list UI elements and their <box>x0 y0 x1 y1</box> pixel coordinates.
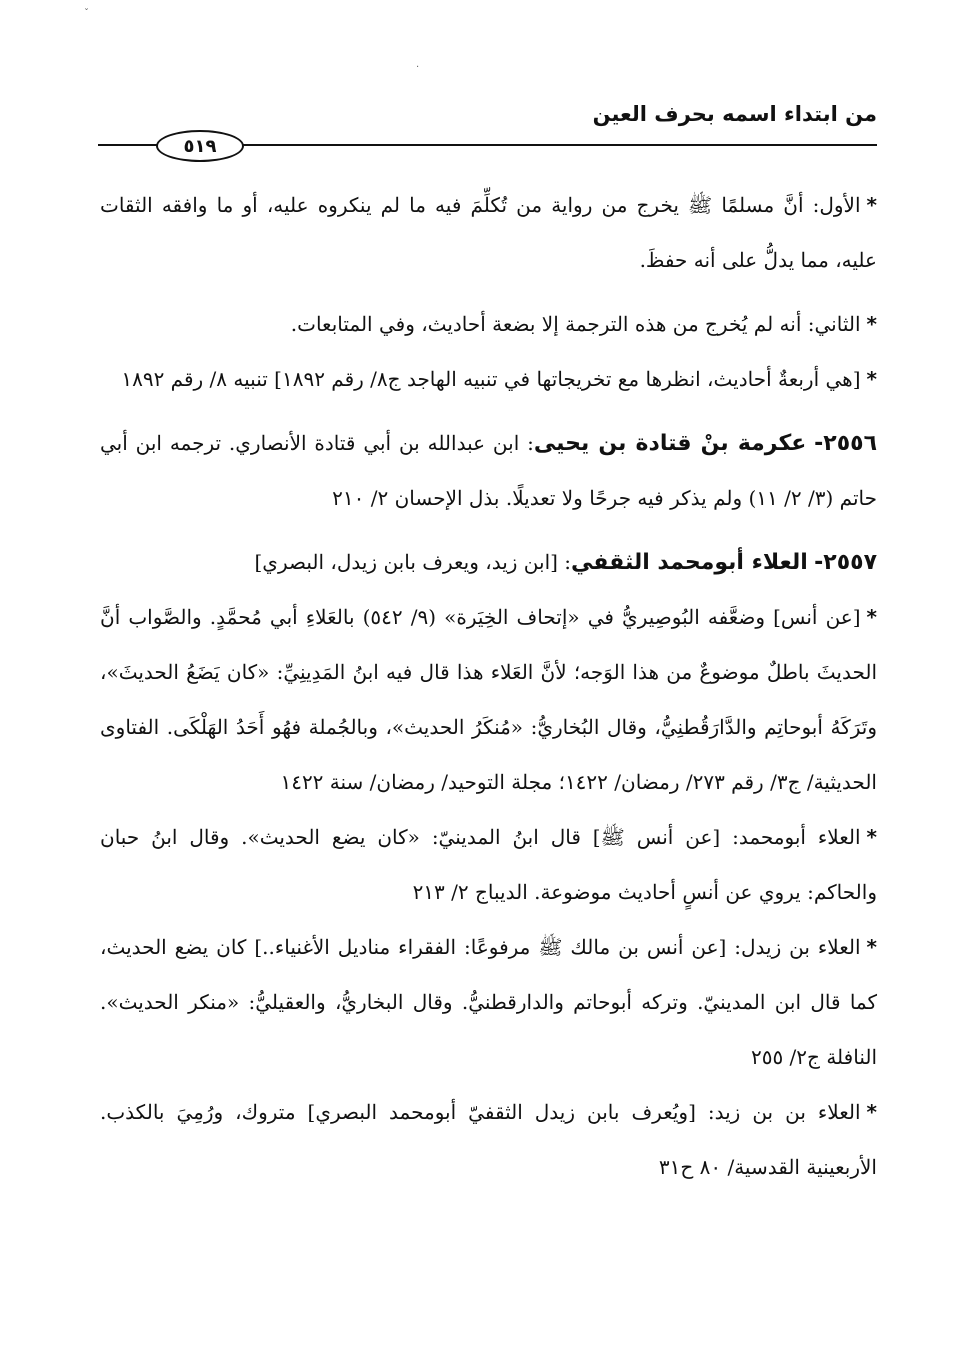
asterisk-marker: * <box>866 825 877 849</box>
paragraph <box>100 810 877 920</box>
running-header <box>98 102 877 158</box>
asterisk-marker: * <box>866 935 877 959</box>
paragraph <box>100 1085 877 1195</box>
scan-speck: · <box>416 62 420 73</box>
asterisk-marker: * <box>866 193 877 217</box>
entry-paragraph <box>100 535 877 590</box>
asterisk-marker: * <box>866 367 877 391</box>
scan-speck: ˇ <box>84 8 89 19</box>
paragraph <box>100 920 877 1085</box>
asterisk-marker: * <box>866 1100 877 1124</box>
entry-number: ٢٥٥٧- <box>814 550 877 575</box>
entry-number: ٢٥٥٦- <box>814 431 878 456</box>
paragraph-text: العلاء بن زيدل: [عن أنس بن مالك ﷺ مرفوعًا: الفقراء مناديل الأغنياء..] كان يضع الحديث، كما قال ابن المدينيّ. وتركه أبوحاتم والدارقطنيُّ. وقال البخاريُّ، والعقيليُّ: «منكر الحديث». النافلة ج٢/ ٢٥٥ <box>100 935 877 1069</box>
page-body <box>100 178 877 1195</box>
paragraph-text: : [ابن زيد، ويعرف بابن زيدل، البصري] <box>254 550 572 574</box>
paragraph-text: العلاء بن بن زيد: [ويُعرف بابن زيدل الثقفيّ أبومحمد البصري] متروك، ورُمِيَ بالكذب. الأربعينية القدسية/ ٨٠ ح٣١ <box>100 1100 877 1179</box>
page-number-badge <box>156 130 244 162</box>
paragraph-text: [عن أنس] وضعَّفه البُوصِيريُّ في «إتحاف الخِيَرة» (٩/ ٥٤٢) بالعَلاءِ أبي مُحمَّدٍ. والصَّواب أنَّ الحديثَ باطلٌ موضوعٌ من هذا الوَجه؛ لأنَّ العَلاء هذا قال فيه ابنُ المَدِينِيِّ: «كان يَضَعُ الحديثَ»، وتَرَكَهُ أبوحاتِم والدَّارَقُطنِيُّ، وقال البُخاريُّ: «مُنكَرُ الحديث»، وبالجُملة فهُو أَحَدُ الهَلْكَى. الفتاوى الحديثية/ ج٣/ رقم ٢٧٣/ رمضان/ ١٤٢٢؛ مجلة التوحيد/ رمضان/ سنة ١٤٢٢ <box>100 605 877 794</box>
paragraph-text: الأول: أنَّ مسلمًا ﷺ يخرج من رواية من تُكلِّمَ فيه ما لم ينكروه عليه، أو ما وافقه الثقات عليه، مما يدلُّ على أنه حفظَ. <box>100 193 877 272</box>
paragraph <box>100 297 877 352</box>
paragraph-text: [هي أربعةٌ أحاديث، انظرها مع تخريجاتها في تنبيه الهاجد ج٨/ رقم ١٨٩٢] تنبيه ٨/ رقم ١٨٩٢ <box>121 367 861 391</box>
entry-paragraph <box>100 416 877 526</box>
paragraph <box>100 178 877 288</box>
entry-name: عكرمة بنْ قتادة بن يحيى <box>533 431 807 456</box>
asterisk-marker: * <box>866 312 877 336</box>
paragraph <box>100 590 877 810</box>
paragraph-text: : ابن عبدالله بن أبي قتادة الأنصاري. ترجمه ابن أبي حاتم (٣/ ٢/ ١١) ولم يذكر فيه جرحًا ولا تعديلًا. بذل الإحسان ٢/ ٢١٠ <box>100 431 877 510</box>
paragraph-text: العلاء أبومحمد: [عن أنس ﷺ] قال ابنُ المدينيّ: «كان يضع الحديث». وقال ابنُ حبان والحاكم: يروي عن أنسٍ أحاديث موضوعة. الديباج ٢/ ٢١٣ <box>100 825 877 904</box>
header-title: من ابتداء اسمه بحرف العين <box>592 102 877 126</box>
paragraph-text: الثاني: أنه لم يُخرج من هذه الترجمة إلا بضعة أحاديث، وفي المتابعات. <box>290 312 861 336</box>
page-number: ٥١٩ <box>183 135 217 157</box>
entry-name: العلاء أبومحمد الثقفي <box>571 550 808 575</box>
paragraph <box>100 352 877 407</box>
asterisk-marker: * <box>866 605 877 629</box>
